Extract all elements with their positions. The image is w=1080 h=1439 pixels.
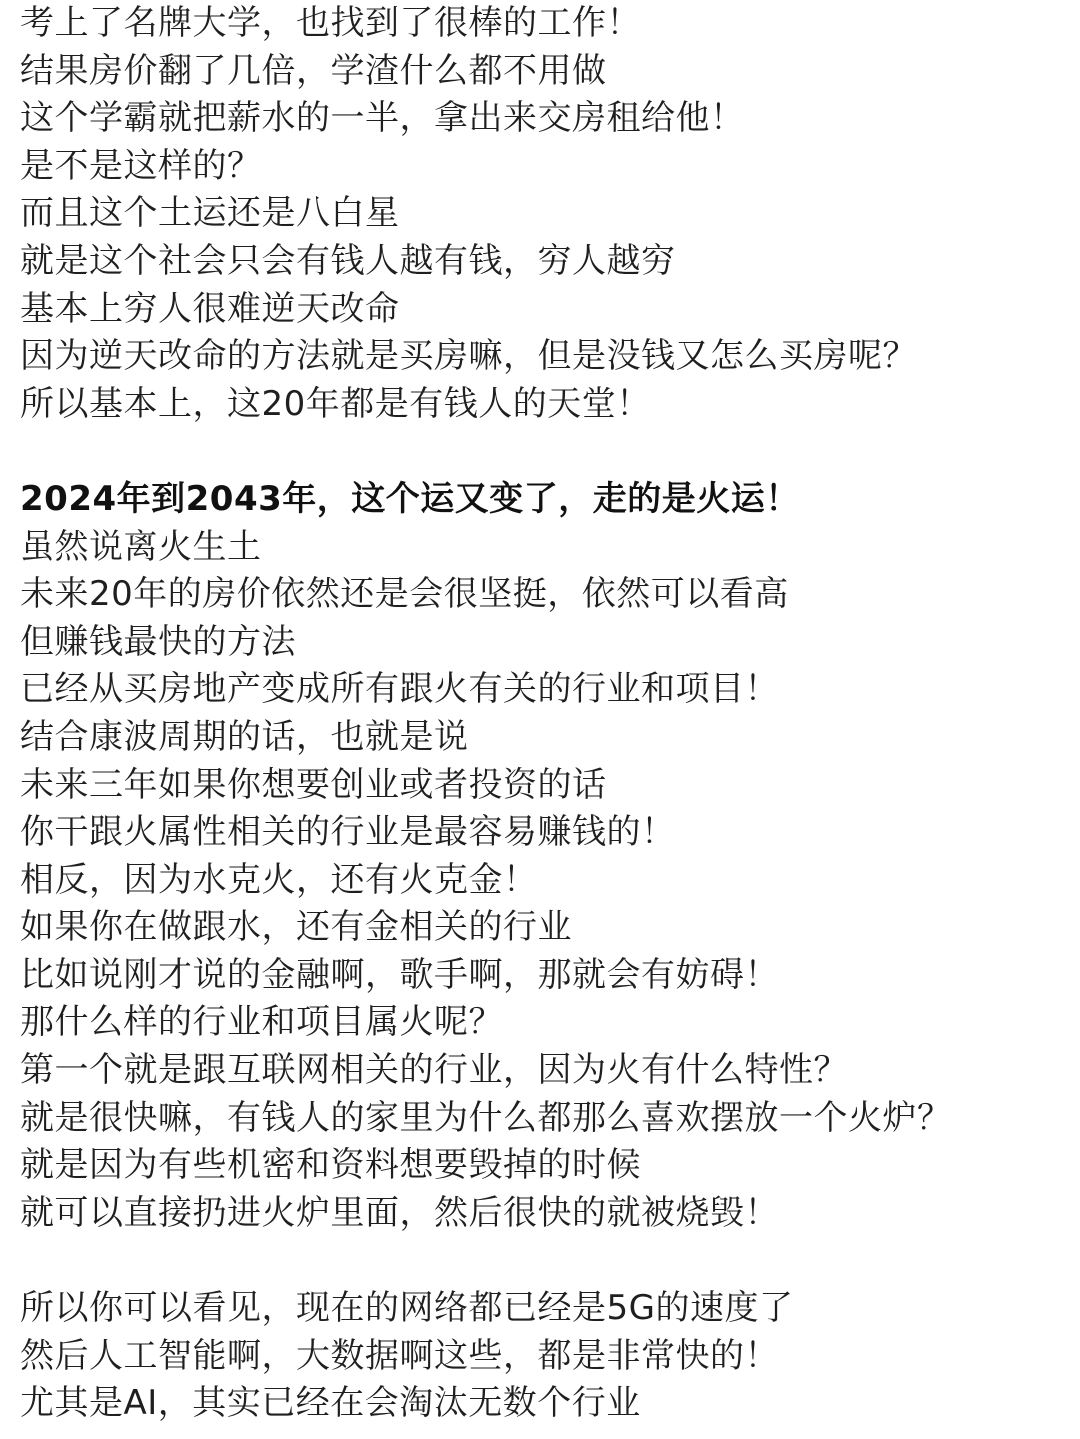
text-line: 然后人工智能啊，大数据啊这些，都是非常快的！ <box>20 1335 779 1376</box>
text-line: 相反，因为水克火，还有火克金！ <box>20 859 538 900</box>
text-line: 未来20年的房价依然还是会很坚挺，依然可以看高 <box>20 574 789 615</box>
text-line: 就可以直接扔进火炉里面，然后很快的就被烧毁！ <box>20 1192 779 1233</box>
paragraph-spacer <box>20 428 1070 476</box>
text-line: 而且这个土运还是八白星 <box>20 193 400 234</box>
text-line: 就是因为有些机密和资料想要毁掉的时候 <box>20 1145 641 1186</box>
section-heading: 2024年到2043年，这个运又变了，走的是火运！ <box>20 478 800 519</box>
text-line: 基本上穷人很难逆天改命 <box>20 288 400 329</box>
paragraph-spacer <box>20 1237 1070 1285</box>
article-text <box>20 0 1070 1428</box>
text-line: 是不是这样的？ <box>20 145 262 186</box>
text-line: 就是很快嘛，有钱人的家里为什么都那么喜欢摆放一个火炉？ <box>20 1097 952 1138</box>
text-line: 就是这个社会只会有钱人越有钱，穷人越穷 <box>20 240 676 281</box>
text-line: 比如说刚才说的金融啊，歌手啊，那就会有妨碍！ <box>20 954 779 995</box>
text-line: 第一个就是跟互联网相关的行业，因为火有什么特性？ <box>20 1050 848 1091</box>
text-line: 你干跟火属性相关的行业是最容易赚钱的！ <box>20 812 676 853</box>
text-line: 结果房价翻了几倍，学渣什么都不用做 <box>20 50 607 91</box>
text-line: 考上了名牌大学，也找到了很棒的工作！ <box>20 3 641 43</box>
text-line: 结合康波周期的话，也就是说 <box>20 716 469 757</box>
text-line: 如果你在做跟水，还有金相关的行业 <box>20 907 572 948</box>
text-line: 所以你可以看见，现在的网络都已经是5G的速度了 <box>20 1288 794 1329</box>
text-line: 虽然说离火生土 <box>20 526 262 567</box>
text-line: 所以基本上，这20年都是有钱人的天堂！ <box>20 383 651 424</box>
text-line: 但赚钱最快的方法 <box>20 621 296 662</box>
text-line: 这个学霸就把薪水的一半，拿出来交房租给他！ <box>20 98 745 139</box>
text-line: 那什么样的行业和项目属火呢？ <box>20 1002 503 1043</box>
text-line: 尤其是AI，其实已经在会淘汰无数个行业 <box>20 1383 641 1424</box>
text-line: 未来三年如果你想要创业或者投资的话 <box>20 764 607 805</box>
text-line: 因为逆天改命的方法就是买房嘛，但是没钱又怎么买房呢？ <box>20 336 917 377</box>
text-line: 已经从买房地产变成所有跟火有关的行业和项目！ <box>20 669 779 710</box>
